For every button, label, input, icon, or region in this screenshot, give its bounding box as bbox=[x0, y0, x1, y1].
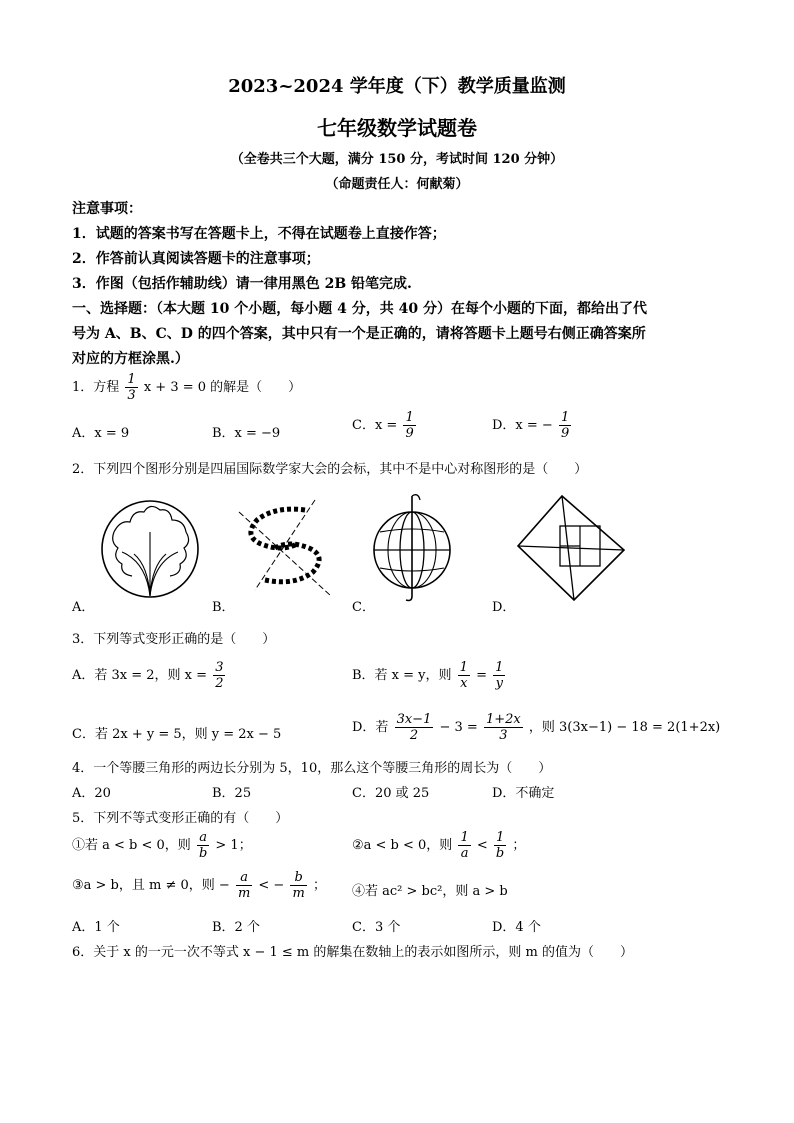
q5-s1-suffix: > 1； bbox=[215, 838, 252, 853]
q3-option-a bbox=[72, 660, 227, 691]
question-5: 5．下列不等式变形正确的有（ ） bbox=[72, 811, 289, 826]
q5-s2-mid: < bbox=[476, 838, 488, 853]
q3-option-d-fraction-2 bbox=[484, 712, 523, 743]
q5-s2-num1: 1 bbox=[460, 830, 469, 845]
figure-c-emblem bbox=[370, 492, 500, 604]
q5-s1-den: b bbox=[198, 846, 208, 861]
q5-statement-3 bbox=[72, 870, 326, 901]
section-instructions-line3: 对应的方框涂黑.） bbox=[72, 351, 189, 367]
q3-option-b-num1: 1 bbox=[459, 660, 468, 675]
q5-option-d: D．4 个 bbox=[492, 920, 541, 935]
q1-option-d-num: 1 bbox=[560, 410, 570, 425]
q1-fraction-num: 1 bbox=[127, 372, 136, 387]
q1-option-c-prefix: C．x = bbox=[352, 418, 398, 433]
notes-heading: 注意事项： bbox=[72, 201, 142, 217]
q5-s3-num1: a bbox=[236, 870, 252, 886]
q5-s2-num2: 1 bbox=[494, 830, 506, 846]
q3-option-d-mid: − 3 = bbox=[439, 720, 478, 735]
q3-option-b-num2: 1 bbox=[495, 660, 504, 675]
figure-d-emblem bbox=[512, 492, 642, 604]
question-2: 2．下列四个图形分别是四届国际数学家大会的会标，其中不是中心对称图形的是（ ） bbox=[72, 462, 588, 477]
q5-option-b: B．2 个 bbox=[212, 920, 260, 935]
note-item-3: 3．作图（包括作辅助线）请一律用黑色 2B 铅笔完成. bbox=[72, 276, 412, 292]
q5-option-a: A．1 个 bbox=[72, 920, 120, 935]
question-6: 6．关于 x 的一元一次不等式 x − 1 ≤ m 的解集在数轴上的表示如图所示，则 m 的值为（ ） bbox=[72, 945, 633, 960]
q3-option-d-den2: 3 bbox=[499, 728, 508, 743]
q5-s2-den2: b bbox=[495, 846, 505, 861]
q1-option-d-fraction bbox=[559, 410, 571, 441]
q1-option-d-den: 9 bbox=[560, 426, 570, 441]
q1-option-c-num: 1 bbox=[405, 410, 414, 425]
q3-option-a-prefix: A．若 3x = 2，则 x = bbox=[72, 668, 208, 683]
q5-statement-2 bbox=[352, 830, 525, 861]
q1-option-c bbox=[352, 410, 418, 441]
q1-option-d bbox=[492, 410, 573, 441]
q4-option-a: A．20 bbox=[72, 786, 111, 801]
q5-s1-num: a bbox=[197, 830, 209, 846]
q3-option-a-den: 2 bbox=[215, 676, 224, 691]
q1-fraction bbox=[125, 372, 137, 403]
q1-option-c-den: 9 bbox=[405, 426, 414, 441]
q5-s3-prefix: ③a > b，且 m ≠ 0，则 − bbox=[72, 878, 230, 893]
q5-s1-fraction bbox=[197, 830, 209, 861]
q5-s3-den2: m bbox=[292, 886, 305, 901]
question-1 bbox=[72, 372, 301, 403]
exam-author: （命题责任人：何献菊） bbox=[325, 177, 469, 192]
q5-s2-suffix: ； bbox=[512, 838, 526, 853]
q3-option-b-fraction-1 bbox=[458, 660, 470, 691]
q3-option-d-den1: 2 bbox=[409, 728, 419, 743]
exam-title: 2023~2024 学年度（下）教学质量监测 bbox=[228, 76, 566, 97]
q3-option-b-fraction-2 bbox=[493, 660, 505, 691]
q3-option-b-prefix: B．若 x = y，则 bbox=[352, 668, 452, 683]
q3-option-b-eq: = bbox=[476, 668, 487, 683]
q5-statement-4: ④若 ac² > bc²，则 a > b bbox=[352, 884, 508, 899]
q3-option-d bbox=[352, 712, 720, 743]
q2-label-b: B． bbox=[212, 600, 235, 615]
q1-option-a: A．x = 9 bbox=[72, 426, 130, 441]
q3-option-b bbox=[352, 660, 507, 691]
q5-s3-den1: m bbox=[237, 886, 251, 901]
q3-option-b-den1: x bbox=[460, 676, 468, 691]
q5-s2-prefix: ②a < b < 0，则 bbox=[352, 838, 453, 853]
exam-info: （全卷共三个大题，满分 150 分，考试时间 120 分钟） bbox=[230, 152, 564, 167]
figure-a-emblem bbox=[100, 492, 230, 604]
q1-prefix: 1．方程 bbox=[72, 380, 120, 395]
q4-option-d: D．不确定 bbox=[492, 786, 555, 801]
q1-option-d-prefix: D．x = − bbox=[492, 418, 553, 433]
q3-option-d-fraction-1 bbox=[395, 712, 434, 743]
q4-option-b: B．25 bbox=[212, 786, 252, 801]
q3-option-a-fraction bbox=[213, 660, 225, 691]
q1-fraction-den: 3 bbox=[127, 388, 136, 403]
q2-label-c: C． bbox=[352, 600, 375, 615]
q5-statement-1 bbox=[72, 830, 252, 861]
q5-option-c: C．3 个 bbox=[352, 920, 401, 935]
section-instructions-line2: 号为 A、B、C、D 的四个答案，其中只有一个是正确的，请将答题卡上题号右侧正确答案所 bbox=[72, 326, 646, 342]
q3-option-d-num2: 1+2x bbox=[485, 712, 521, 727]
figure-b-emblem bbox=[235, 492, 365, 604]
note-item-1: 1．试题的答案书写在答题卡上，不得在试题卷上直接作答； bbox=[72, 226, 446, 242]
q3-option-d-prefix: D．若 bbox=[352, 720, 389, 735]
q5-s2-fraction-1 bbox=[458, 830, 470, 861]
q4-option-c: C．20 或 25 bbox=[352, 786, 430, 801]
q1-option-c-fraction bbox=[403, 410, 415, 441]
note-item-2: 2．作答前认真阅读答题卡的注意事项； bbox=[72, 251, 320, 267]
q3-option-c: C．若 2x + y = 5，则 y = 2x − 5 bbox=[72, 727, 282, 742]
q5-s3-suffix: ； bbox=[312, 878, 326, 893]
q5-s3-fraction-2 bbox=[290, 870, 306, 901]
q3-option-d-suffix: ，则 3(3x−1) − 18 = 2(1+2x) bbox=[528, 720, 721, 735]
q1-option-b: B．x = −9 bbox=[212, 426, 281, 441]
q5-s3-mid: < − bbox=[258, 878, 285, 893]
question-4: 4．一个等腰三角形的两边长分别为 5，10，那么这个等腰三角形的周长为（ ） bbox=[72, 761, 552, 776]
q5-s3-fraction-1 bbox=[236, 870, 252, 901]
q5-s3-num2: b bbox=[290, 870, 306, 886]
q5-s2-fraction-2 bbox=[494, 830, 506, 861]
q1-suffix: x + 3 = 0 的解是（ ） bbox=[143, 380, 302, 395]
q5-s1-prefix: ①若 a < b < 0，则 bbox=[72, 838, 191, 853]
q3-option-a-num: 3 bbox=[215, 660, 224, 675]
question-3: 3．下列等式变形正确的是（ ） bbox=[72, 632, 276, 647]
q2-label-a: A． bbox=[72, 600, 95, 615]
q5-s2-den1: a bbox=[460, 846, 469, 861]
q3-option-d-num1: 3x−1 bbox=[396, 712, 432, 727]
exam-subtitle: 七年级数学试题卷 bbox=[317, 116, 477, 140]
section-instructions-line1: 一、选择题：（本大题 10 个小题，每小题 4 分，共 40 分）在每个小题的下面，都给出了代 bbox=[72, 301, 647, 317]
q2-label-d: D． bbox=[492, 600, 516, 615]
q3-option-b-den2: y bbox=[495, 676, 503, 691]
